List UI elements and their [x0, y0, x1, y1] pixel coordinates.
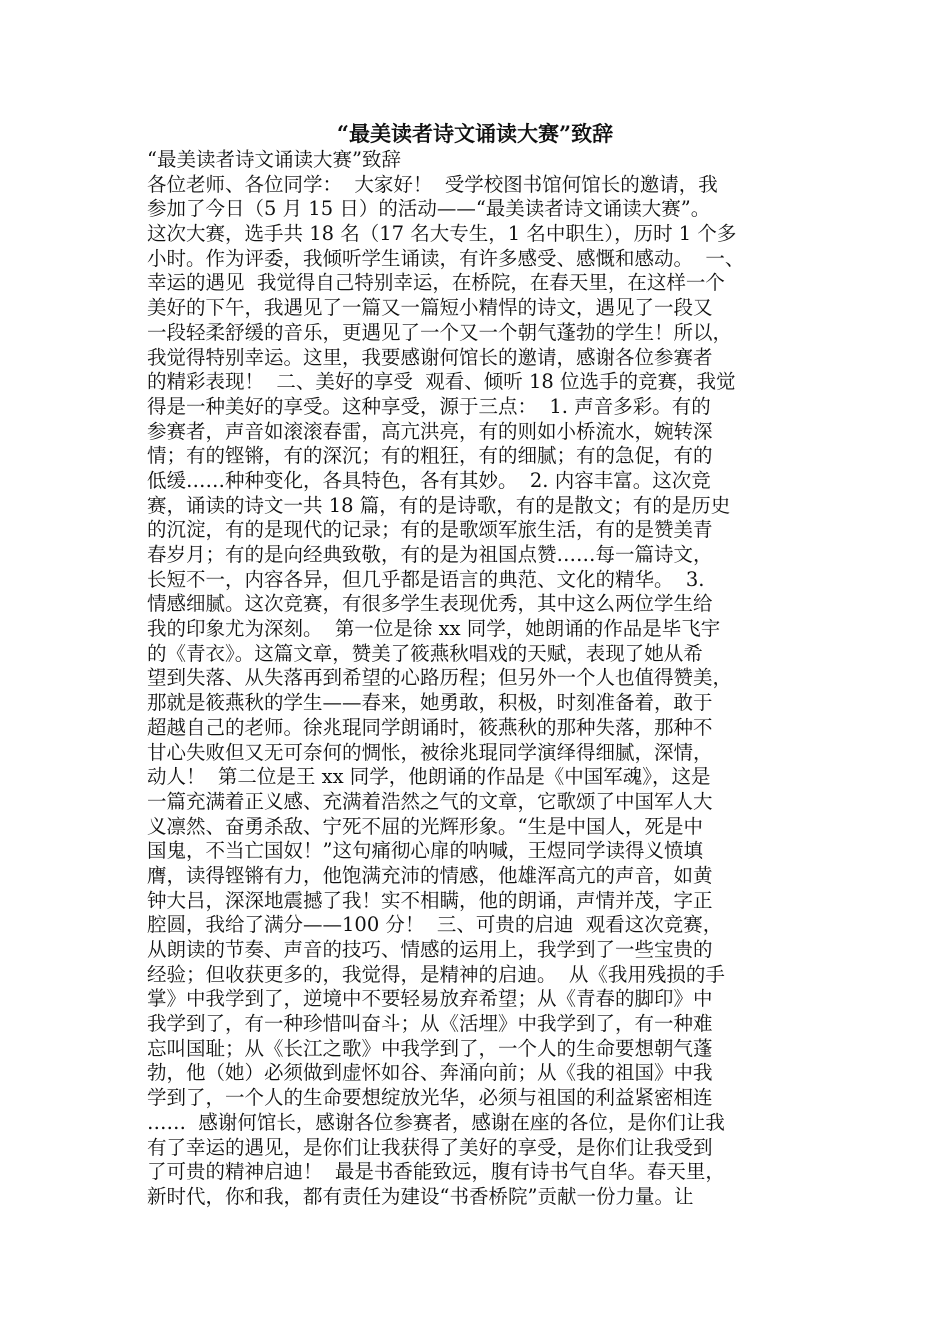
body-line: 情感细腻。这次竞赛，有很多学生表现优秀，其中这么两位学生给: [147, 592, 713, 616]
body-line: 甘心失败但又无可奈何的惆怅，被徐兆琨同学演绎得细腻，深情，: [147, 740, 713, 764]
body-line: “最美读者诗文诵读大赛”致辞: [147, 148, 401, 171]
body-line: 我的印象尤为深刻。 第一位是徐 xx 同学，她朗诵的作品是毕飞宇: [147, 617, 721, 641]
body-line: 一篇充满着正义感、充满着浩然之气的文章，它歌颂了中国军人大: [147, 789, 713, 813]
body-line: 的精彩表现！ 二、美好的享受 观看、倾听 18 位选手的竞赛，我觉: [147, 370, 736, 394]
body-line: 我学到了，有一种珍惜叫奋斗；从《活埋》中我学到了，有一种难: [147, 1012, 713, 1036]
body-line: 膺，读得铿锵有力，他饱满充沛的情感，他雄浑高亢的声音，如黄: [147, 863, 713, 887]
body-line: 赛，诵读的诗文一共 18 篇，有的是诗歌，有的是散文；有的是历史: [147, 493, 731, 517]
body-line: 情；有的铿锵，有的深沉；有的粗狂，有的细腻；有的急促，有的: [147, 444, 713, 468]
body-line: 的沉淀，有的是现代的记录；有的是歌颂军旅生活，有的是赞美青: [147, 518, 713, 542]
body-line: 美好的下午，我遇见了一篇又一篇短小精悍的诗文，遇见了一段又: [147, 296, 713, 320]
body-line: 望到失落、从失落再到希望的心路历程；但另外一个人也值得赞美，: [147, 666, 733, 690]
body-line: 各位老师、各位同学： 大家好！ 受学校图书馆何馆长的邀请，我: [147, 172, 718, 196]
body-line: 从朗读的节奏、声音的技巧、情感的运用上，我学到了一些宝贵的: [147, 938, 713, 961]
body-line: 长短不一，内容各异，但几乎都是语言的典范、文化的精华。 3.: [147, 567, 705, 591]
body-line: 低缓……种种变化，各具特色，各有其妙。 2. 内容丰富。这次竞: [147, 468, 711, 492]
document-body: [147, 148, 823, 1210]
body-line: 学到了，一个人的生命要想绽放光华，必须与祖国的利益紧密相连: [147, 1086, 713, 1110]
body-line: 腔圆，我给了满分——100 分！ 三、可贵的启迪 观看这次竞赛，: [147, 913, 723, 937]
body-line: 新时代，你和我，都有责任为建设“书香桥院”贡献一份力量。让: [147, 1184, 694, 1208]
body-line: 经验；但收获更多的，我觉得，是精神的启迪。 从《我用残损的手: [147, 962, 725, 986]
body-line: 动人！ 第二位是王 xx 同学，他朗诵的作品是《中国军魂》，这是: [147, 765, 711, 789]
body-line: 的《青衣》。这篇文章，赞美了筱燕秋唱戏的天赋，表现了她从希: [147, 641, 703, 665]
body-line: 勃，他（她）必须做到虚怀如谷、奔涌向前；从《我的祖国》中我: [147, 1061, 713, 1085]
body-line: 参赛者，声音如滚滚春雷，高亢洪亮，有的则如小桥流水，婉转深: [147, 419, 713, 443]
body-line: 小时。作为评委，我倾听学生诵读，有许多感受、感慨和感动。 一、: [147, 246, 745, 270]
body-line: 春岁月；有的是向经典致敬，有的是为祖国点赞……每一篇诗文，: [147, 543, 713, 566]
body-line: 国鬼，不当亡国奴！”这句痛彻心扉的呐喊，王煜同学读得义愤填: [147, 839, 703, 863]
body-line: 这次大赛，选手共 18 名（17 名大专生，1 名中职生），历时 1 个多: [147, 222, 737, 246]
body-line: 得是一种美好的享受。这种享受，源于三点： 1. 声音多彩。有的: [147, 394, 711, 418]
body-line: 我觉得特别幸运。这里，我要感谢何馆长的邀请，感谢各位参赛者: [147, 345, 713, 369]
body-line: 有了幸运的遇见，是你们让我获得了美好的享受，是你们让我受到: [147, 1135, 713, 1159]
body-line: 一段轻柔舒缓的音乐，更遇见了一个又一个朝气蓬勃的学生！所以，: [147, 320, 733, 344]
body-line: 幸运的遇见 我觉得自己特别幸运，在桥院，在春天里，在这样一个: [147, 271, 725, 295]
body-line: 忘叫国耻；从《长江之歌》中我学到了，一个人的生命要想朝气蓬: [147, 1036, 713, 1060]
body-line: 参加了今日（5 月 15 日）的活动——“最美读者诗文诵读大赛”。: [147, 197, 711, 221]
document-title: “最美读者诗文诵读大赛”致辞: [336, 121, 614, 146]
body-line: 那就是筱燕秋的学生——春来，她勇敢，积极，时刻准备着，敢于: [147, 691, 713, 715]
body-line: 超越自己的老师。徐兆琨同学朗诵时，筱燕秋的那种失落，那种不: [147, 715, 713, 739]
body-line: 义凛然、奋勇杀敌、宁死不屈的光辉形象。“生是中国人，死是中: [147, 814, 703, 838]
body-line: 钟大吕，深深地震撼了我！实不相瞒，他的朗诵，声情并茂，字正: [147, 888, 713, 912]
body-line: 掌》中我学到了，逆境中不要轻易放弃希望；从《青春的脚印》中: [147, 987, 713, 1011]
body-line: …… 感谢何馆长，感谢各位参赛者，感谢在座的各位，是你们让我: [147, 1110, 725, 1134]
body-line: 了可贵的精神启迪！ 最是书香能致远，腹有诗书气自华。春天里，: [147, 1160, 725, 1184]
